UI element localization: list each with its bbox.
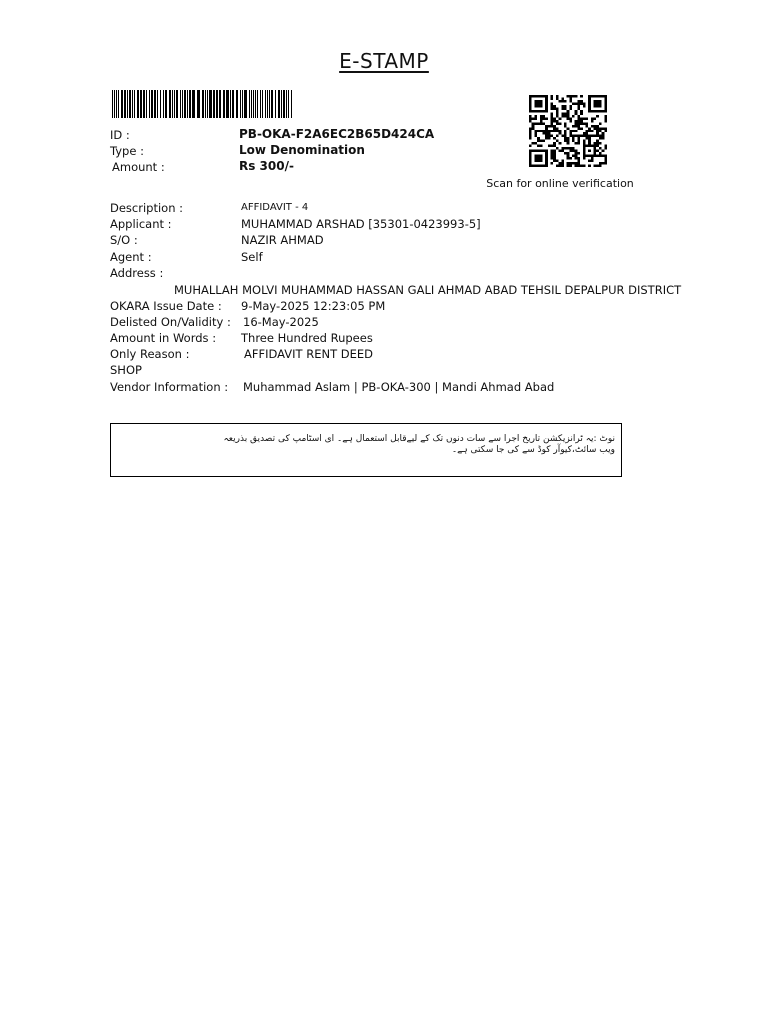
so-value: NAZIR AHMAD xyxy=(241,233,324,247)
address-label: Address : xyxy=(110,266,164,280)
page-title: E-STAMP xyxy=(339,49,429,73)
amount-value: Rs 300/- xyxy=(239,159,294,173)
type-label: Type : xyxy=(110,144,144,158)
notice-box xyxy=(110,423,622,477)
vendor-label: Vendor Information : xyxy=(110,380,229,394)
type-value: Low Denomination xyxy=(239,143,365,157)
id-label: ID : xyxy=(110,128,130,142)
agent-value: Self xyxy=(241,250,263,264)
description-value: AFFIDAVIT - 4 xyxy=(241,202,309,213)
description-label: Description : xyxy=(110,201,184,215)
address-value: MUHALLAH MOLVI MUHAMMAD HASSAN GALI AHMAD ABAD TEHSIL DEPALPUR DISTRICT xyxy=(174,283,682,297)
vendor-value: Muhammad Aslam | PB-OKA-300 | Mandi Ahmad Abad xyxy=(243,380,555,394)
reason-value: AFFIDAVIT RENT DEED xyxy=(244,347,373,361)
reason-label: Only Reason : xyxy=(110,347,190,361)
id-value: PB-OKA-F2A6EC2B65D424CA xyxy=(239,127,435,141)
issue-date-label: OKARA Issue Date : xyxy=(110,299,222,313)
reason-continuation: SHOP xyxy=(110,363,142,377)
amount-words-label: Amount in Words : xyxy=(110,331,217,345)
validity-value: 16-May-2025 xyxy=(243,315,319,329)
barcode-icon xyxy=(112,90,292,118)
issue-date-value: 9-May-2025 12:23:05 PM xyxy=(241,299,386,313)
notice-text: نوٹ :یہ ٹرانزیکشن تاریخ اجرا سے سات دنوں تک کے لیےقابل استعمال ہے۔ ای اسٹامپ کی تصدیق بذریعہ ویب سائٹ،کیوآر کوڈ سے کی جا سکتی ہے۔ xyxy=(223,434,615,455)
amount-words-value: Three Hundred Rupees xyxy=(241,331,373,345)
qr-code-icon[interactable] xyxy=(529,95,607,167)
agent-label: Agent : xyxy=(110,250,152,264)
applicant-label: Applicant : xyxy=(110,217,172,231)
so-label: S/O : xyxy=(110,233,138,247)
validity-label: Delisted On/Validity : xyxy=(110,315,231,329)
applicant-value: MUHAMMAD ARSHAD [35301-0423993-5] xyxy=(241,217,481,231)
scan-verification-note: Scan for online verification xyxy=(486,177,634,190)
amount-label: Amount : xyxy=(112,160,165,174)
